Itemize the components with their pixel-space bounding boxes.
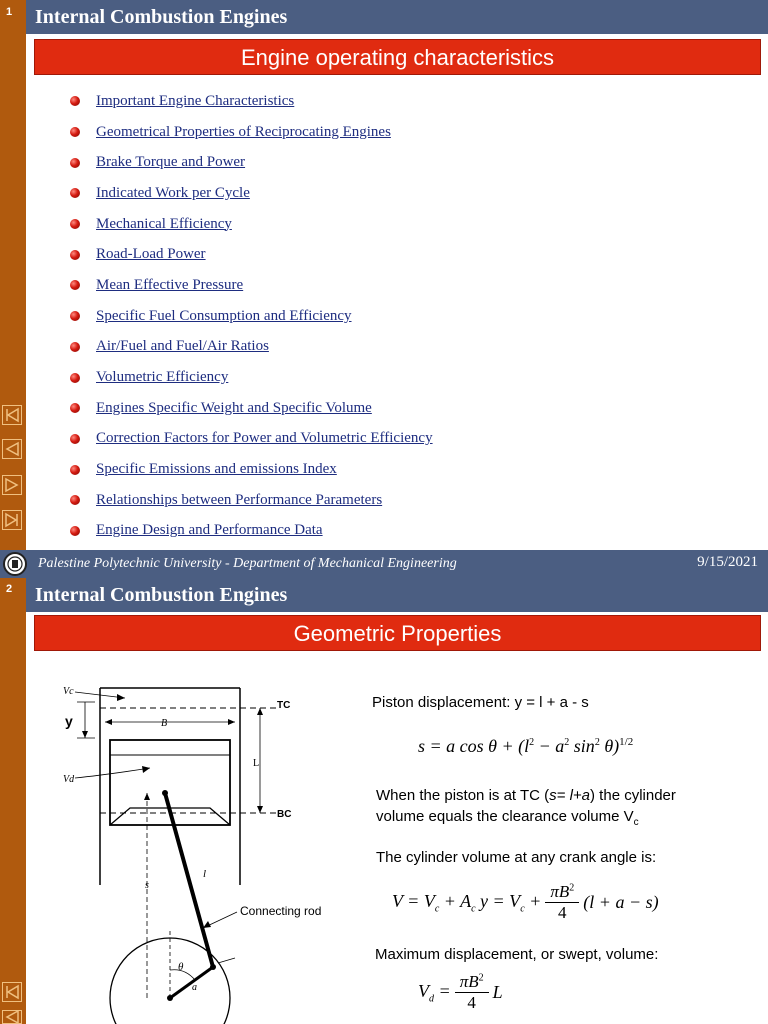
label-tc: TC (277, 700, 291, 711)
tc-text-sub: c (633, 817, 639, 828)
label-vd: Vd (63, 774, 75, 785)
equation-s: s = a $\cos \theta + (l^2 - a^2$ $\sin^2 \theta)^{1/2}$ (418, 736, 634, 756)
bullet-icon (70, 188, 80, 198)
list-item (70, 209, 433, 240)
bullet-icon (70, 403, 80, 413)
tc-text (376, 785, 746, 833)
equation-v: $V = V_c + A_c$ $y = V_c$ + $\frac{\pi B^2}{4}$ (l + a − s) (392, 882, 659, 922)
list-item (70, 393, 433, 424)
slide1-banner: Engine operating characteristics (34, 39, 761, 75)
first-slide-icon[interactable] (2, 982, 22, 1002)
label-connecting-rod: Connecting rod (240, 904, 322, 918)
bullet-icon (70, 311, 80, 321)
list-item (70, 239, 433, 270)
topic-link[interactable]: Engines Specific Weight and Specific Volume (96, 399, 372, 416)
equation-vd: $V_d$ = $\frac{\pi B^2}{4}$ L (418, 972, 503, 1012)
slide2-banner: Geometric Properties (34, 615, 761, 651)
topic-link[interactable]: Brake Torque and Power (96, 154, 246, 171)
label-s: s (145, 880, 149, 891)
footer-date: 9/15/2021 (697, 554, 758, 570)
cyl-volume-text: The cylinder volume at any crank angle is: (376, 849, 657, 866)
list-item (70, 147, 433, 178)
previous-slide-icon[interactable] (2, 439, 22, 459)
label-l-stroke: L (253, 758, 260, 769)
topic-link[interactable]: Volumetric Efficiency (96, 369, 229, 386)
list-item (70, 301, 433, 332)
slide1-header: Internal Combustion Engines (26, 0, 768, 34)
bullet-icon (70, 127, 80, 137)
topic-link[interactable]: Specific Fuel Consumption and Efficiency (96, 307, 352, 324)
slide2-header: Internal Combustion Engines (26, 578, 768, 612)
tc-text-em: s= l+a (549, 787, 591, 804)
piston-displacement-text: Piston displacement: y = l + a - s (372, 694, 589, 711)
topic-list (70, 86, 433, 546)
piston-diagram (55, 680, 355, 1024)
list-item (70, 454, 433, 485)
footer-bar (0, 550, 768, 578)
label-l-rod: l (203, 868, 207, 880)
bullet-icon (70, 373, 80, 383)
slide2-number: 2 (6, 583, 13, 595)
bullet-icon (70, 526, 80, 536)
list-item (70, 362, 433, 393)
tc-text-3: volume equals the clearance volume V (376, 808, 634, 825)
label-bc: BC (277, 809, 292, 820)
bullet-icon (70, 219, 80, 229)
list-item (70, 270, 433, 301)
list-item (70, 117, 433, 148)
topic-link[interactable]: Road-Load Power (96, 246, 206, 263)
bullet-icon (70, 465, 80, 475)
label-a: a (192, 982, 197, 993)
topic-link[interactable]: Mechanical Efficiency (96, 215, 232, 232)
next-slide-icon[interactable] (2, 475, 22, 495)
slide2-sidebar (0, 578, 26, 1024)
topic-link[interactable]: Mean Effective Pressure (96, 276, 244, 293)
tc-text-2: ) the cylinder (590, 787, 676, 804)
label-b: B (161, 718, 168, 729)
list-item (70, 86, 433, 117)
topic-link[interactable]: Geometrical Properties of Reciprocating Engines (96, 123, 391, 140)
bullet-icon (70, 434, 80, 444)
topic-link[interactable]: Specific Emissions and emissions Index (96, 461, 337, 478)
bullet-icon (70, 250, 80, 260)
topic-link[interactable]: Indicated Work per Cycle (96, 184, 250, 201)
label-y: y (65, 713, 73, 729)
label-theta: θ (178, 961, 184, 973)
previous-slide-icon[interactable] (2, 1010, 22, 1024)
bullet-icon (70, 96, 80, 106)
topic-link[interactable]: Engine Design and Performance Data (96, 522, 323, 539)
bullet-icon (70, 342, 80, 352)
list-item (70, 516, 433, 547)
list-item (70, 485, 433, 516)
topic-link[interactable]: Correction Factors for Power and Volumetric Efficiency (96, 430, 433, 447)
last-slide-icon[interactable] (2, 510, 22, 530)
max-displacement-text: Maximum displacement, or swept, volume: (375, 946, 659, 963)
university-logo-icon (3, 552, 27, 576)
footer-university: Palestine Polytechnic University - Department of Mechanical Engineering (38, 556, 457, 571)
slide1-number: 1 (6, 6, 13, 18)
topic-link[interactable]: Relationships between Performance Parameters (96, 491, 383, 508)
first-slide-icon[interactable] (2, 405, 22, 425)
topic-link[interactable]: Air/Fuel and Fuel/Air Ratios (96, 338, 269, 355)
bullet-icon (70, 280, 80, 290)
topic-link[interactable]: Important Engine Characteristics (96, 92, 295, 109)
tc-text-1: When the piston is at TC ( (376, 787, 550, 804)
list-item (70, 424, 433, 455)
bullet-icon (70, 158, 80, 168)
bullet-icon (70, 495, 80, 505)
list-item (70, 332, 433, 363)
slide1-sidebar (0, 0, 26, 550)
label-vc: Vc (63, 686, 74, 697)
list-item (70, 178, 433, 209)
